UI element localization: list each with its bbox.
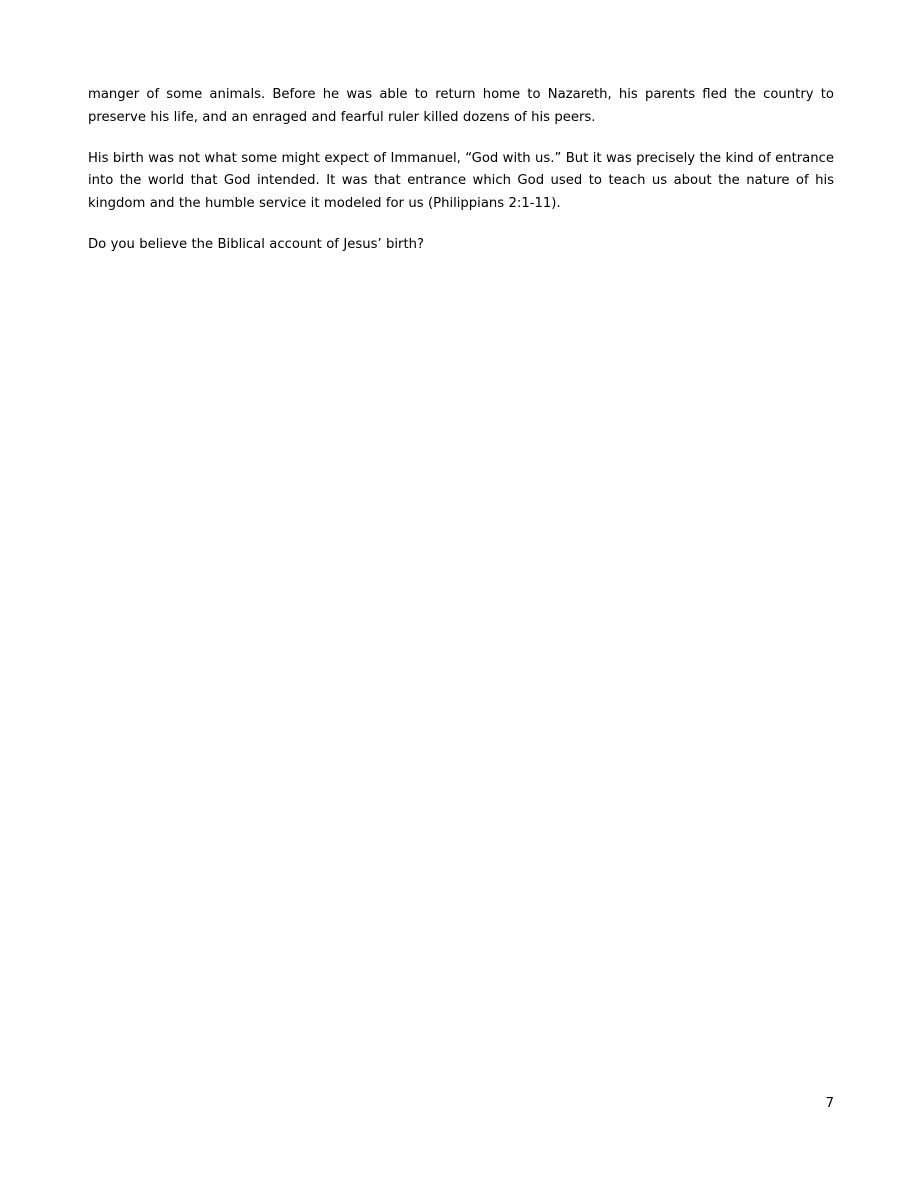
body-paragraph-2: His birth was not what some might expect of Immanuel, “God with us.” But it was precisely the kind of entrance into the world that God intended. It was that entrance which God used to teach us about the nature of his kingdom and the humble service it modeled for us (Philippians 2:1-11). [88, 150, 834, 212]
page-body [88, 84, 834, 257]
body-paragraph-1: manger of some animals. Before he was able to return home to Nazareth, his parents fled the country to preserve his life, and an enraged and fearful ruler killed dozens of his peers. [88, 87, 834, 125]
page-number: 7 [825, 1096, 834, 1111]
body-paragraph-3: Do you believe the Biblical account of Jesus’ birth? [88, 236, 425, 252]
